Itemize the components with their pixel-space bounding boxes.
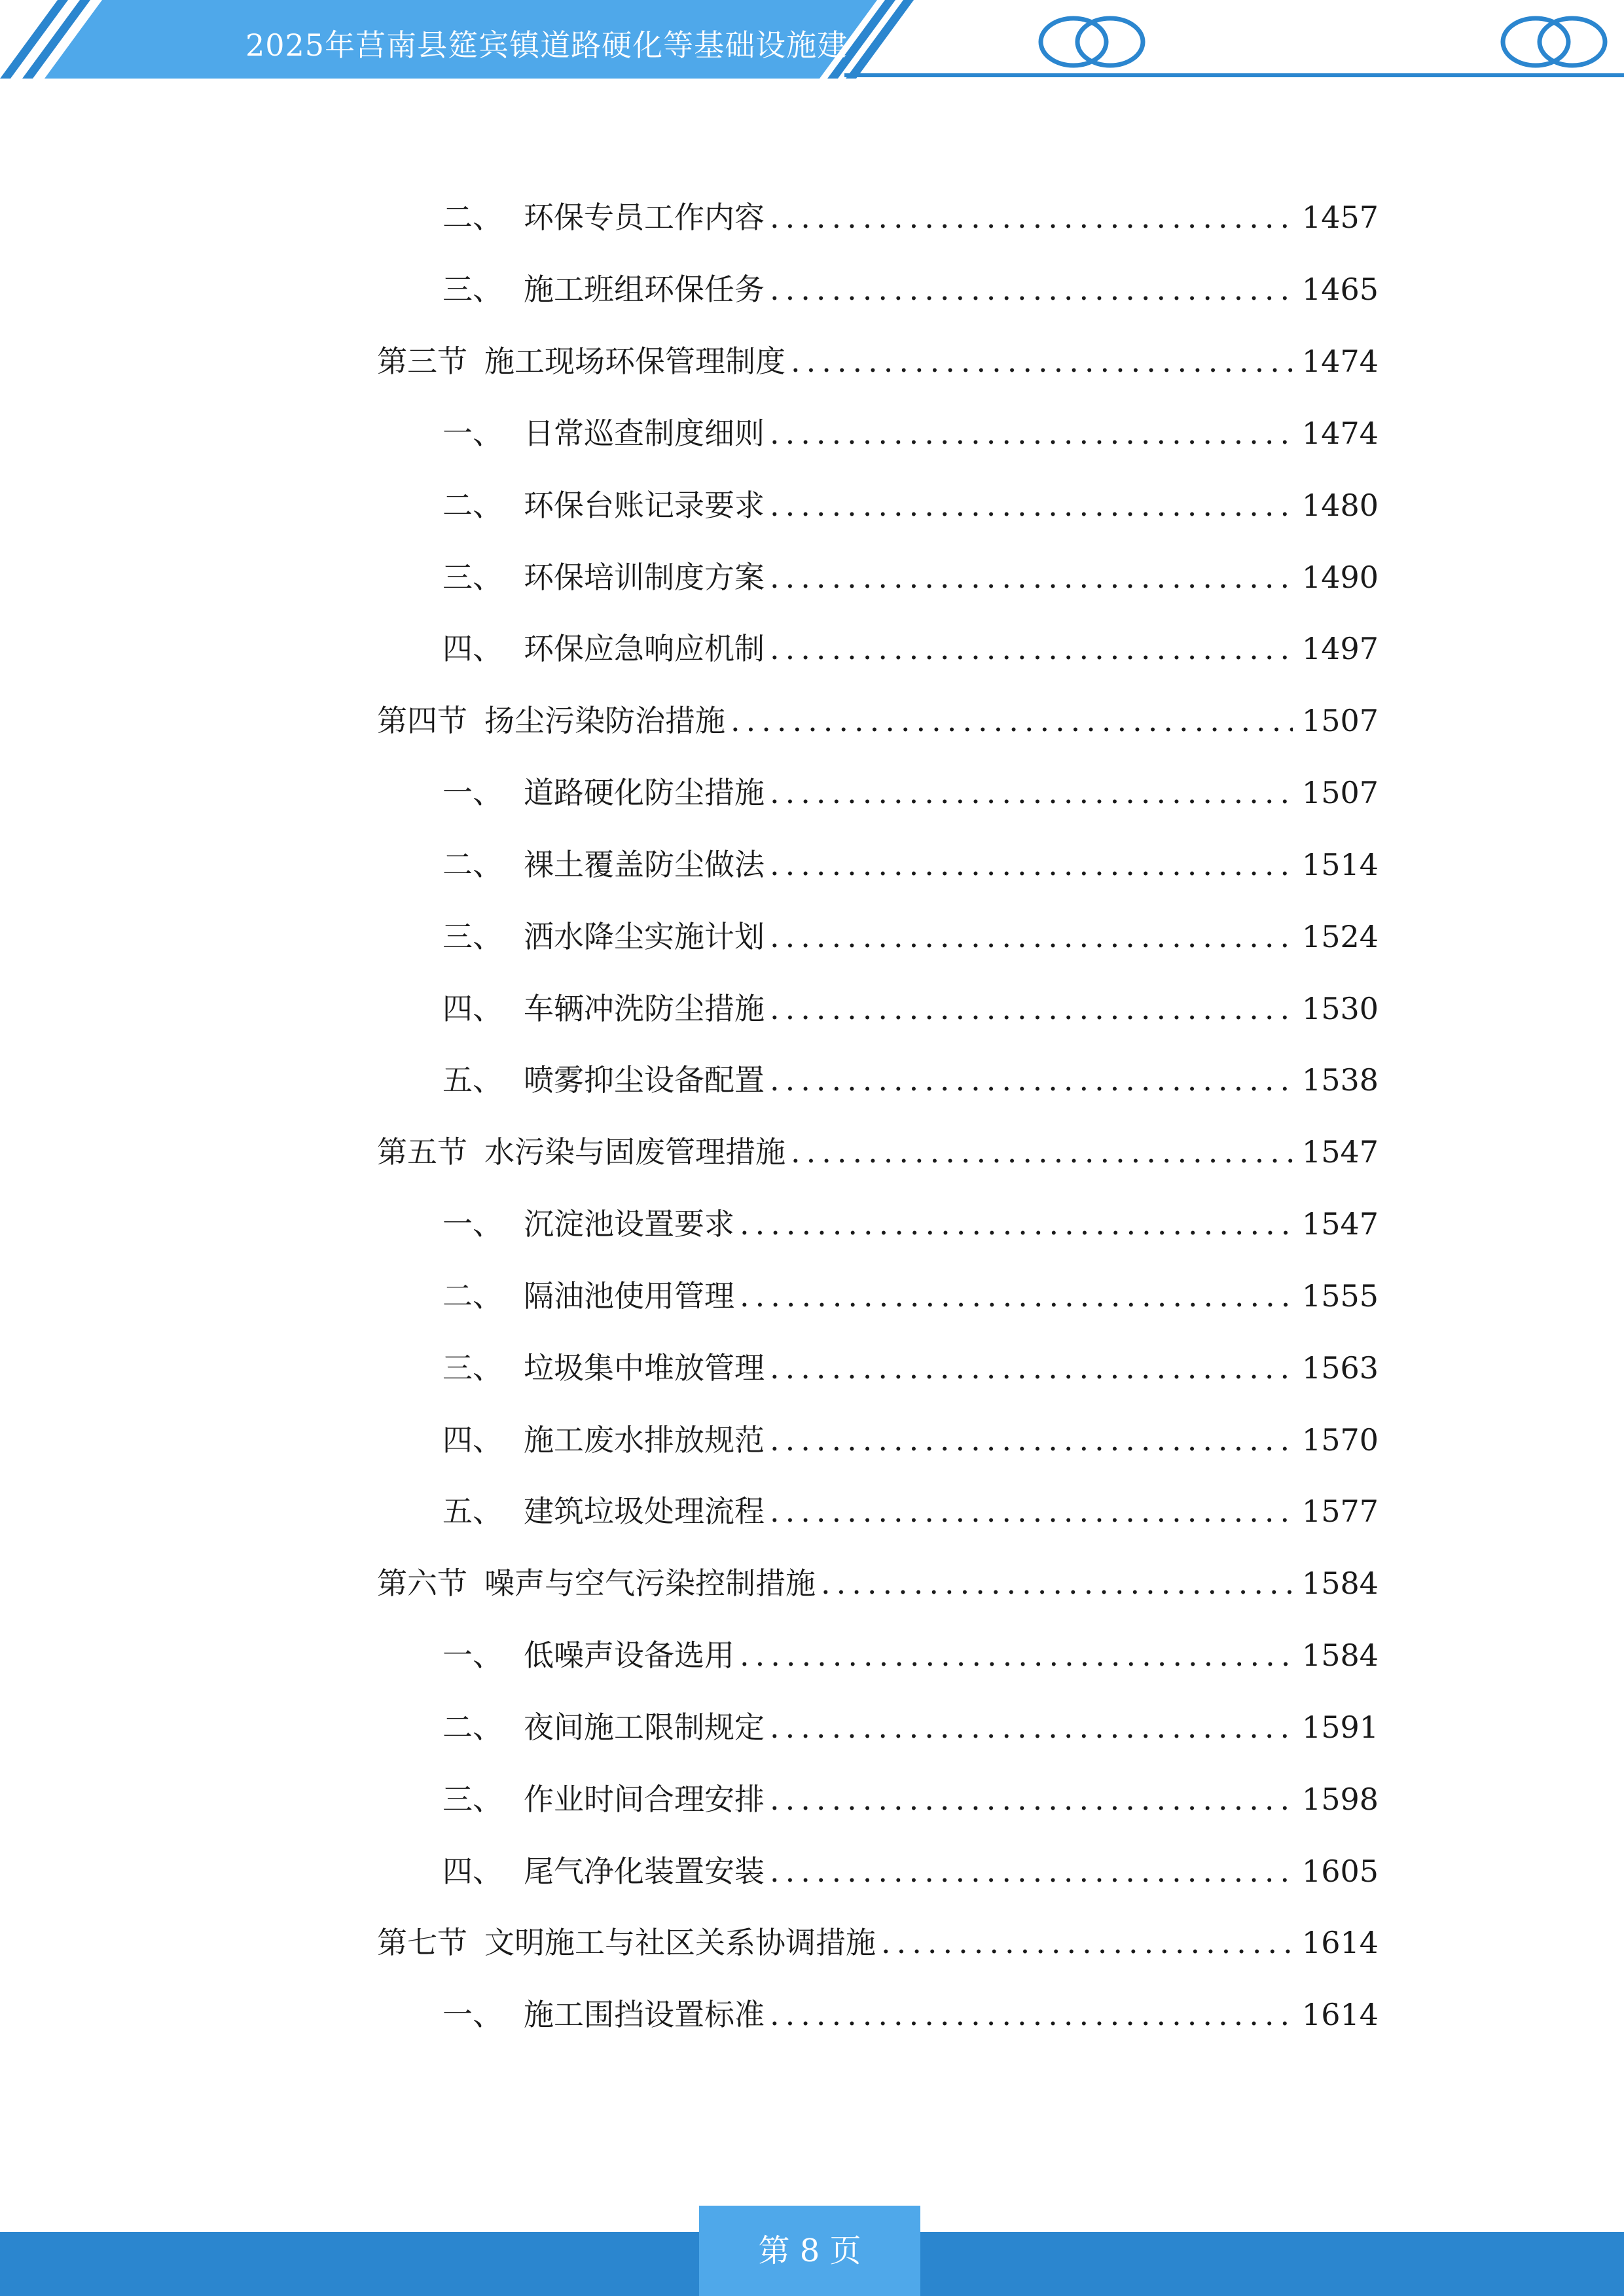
- toc-entry[interactable]: [442, 1706, 1379, 1748]
- toc-dot-leader: [770, 1419, 1293, 1461]
- toc-section-title: 水污染与固废管理措施: [484, 1134, 785, 1170]
- toc-entry-title: 施工围挡设置标准: [524, 1997, 765, 2032]
- toc-section-entry[interactable]: [377, 340, 1379, 382]
- toc-entry-number: 四、: [442, 991, 503, 1026]
- toc-section-title: 扬尘污染防治措施: [484, 703, 725, 738]
- toc-entry[interactable]: [442, 628, 1379, 670]
- toc-entry[interactable]: [442, 772, 1379, 814]
- toc-entry-number: 一、: [442, 416, 503, 451]
- toc-entry-number: 三、: [442, 272, 503, 307]
- toc-dot-leader: [770, 988, 1293, 1030]
- toc-entry-page: 1570: [1301, 1422, 1379, 1458]
- toc-entry-number: 二、: [442, 847, 503, 882]
- toc-entry[interactable]: [442, 268, 1379, 310]
- toc-entry-number: 五、: [442, 1494, 503, 1529]
- toc-entry-title: 夜间施工限制规定: [524, 1710, 765, 1745]
- toc-section-number: 第三节: [377, 344, 467, 379]
- toc-entry-number: 二、: [442, 200, 503, 235]
- toc-entry-page: 1584: [1301, 1638, 1379, 1673]
- header-title: 2025年莒南县筵宾镇道路硬化等基础设施建: [245, 27, 848, 63]
- toc-entry-page: 1538: [1301, 1062, 1379, 1098]
- toc-entry-page: 1547: [1301, 1134, 1379, 1170]
- toc-dot-leader: [770, 1347, 1293, 1389]
- toc-entry-page: 1605: [1301, 1854, 1379, 1889]
- toc-entry-title: 建筑垃圾处理流程: [524, 1494, 765, 1529]
- toc-dot-leader: [770, 1994, 1293, 2036]
- toc-dot-leader: [770, 628, 1293, 670]
- toc-dot-leader: [770, 484, 1293, 526]
- toc-entry-number: 五、: [442, 1062, 503, 1098]
- toc-section-number: 第六节: [377, 1566, 467, 1601]
- toc-entry-number: 一、: [442, 1206, 503, 1242]
- toc-dot-leader: [731, 700, 1293, 742]
- toc-entry-title: 施工废水排放规范: [524, 1422, 765, 1458]
- toc-section-number: 第七节: [377, 1925, 467, 1960]
- toc-dot-leader: [770, 196, 1293, 238]
- toc-entry-title: 垃圾集中堆放管理: [524, 1350, 765, 1386]
- toc-section-number: 第五节: [377, 1134, 467, 1170]
- toc-entry-page: 1555: [1301, 1278, 1379, 1314]
- toc-entry-number: 四、: [442, 1854, 503, 1889]
- toc-entry-page: 1480: [1301, 488, 1379, 523]
- toc-entry[interactable]: [442, 556, 1379, 598]
- toc-entry-title: 洒水降尘实施计划: [524, 919, 765, 954]
- toc-dot-leader: [770, 268, 1293, 310]
- toc-entry-page: 1465: [1301, 272, 1379, 307]
- toc-entry-page: 1507: [1301, 703, 1379, 738]
- toc-entry-title: 喷雾抑尘设备配置: [524, 1062, 765, 1098]
- toc-entry-page: 1457: [1301, 200, 1379, 235]
- toc-dot-leader: [770, 412, 1293, 454]
- toc-dot-leader: [770, 1778, 1293, 1820]
- toc-dot-leader: [770, 556, 1293, 598]
- toc-entry-title: 沉淀池设置要求: [524, 1206, 734, 1242]
- page-number: 第 8 页: [699, 2206, 920, 2296]
- toc-dot-leader: [791, 340, 1293, 382]
- toc-entry-page: 1563: [1301, 1350, 1379, 1386]
- toc-entry-number: 三、: [442, 560, 503, 595]
- toc-entry-title: 车辆冲洗防尘措施: [524, 991, 765, 1026]
- toc-entry-page: 1547: [1301, 1206, 1379, 1242]
- toc-entry-page: 1584: [1301, 1566, 1379, 1601]
- toc-entry-title: 隔油池使用管理: [524, 1278, 734, 1314]
- toc-entry-number: 四、: [442, 631, 503, 666]
- toc-dot-leader: [740, 1203, 1293, 1245]
- toc-entry[interactable]: [442, 1778, 1379, 1820]
- toc-entry-title: 低噪声设备选用: [524, 1638, 734, 1673]
- toc-entry-title: 作业时间合理安排: [524, 1782, 765, 1817]
- toc-entry[interactable]: [442, 916, 1379, 958]
- toc-entry[interactable]: [442, 1059, 1379, 1101]
- toc-entry-title: 环保应急响应机制: [524, 631, 765, 666]
- toc-entry-page: 1490: [1301, 560, 1379, 595]
- toc-entry-number: 二、: [442, 488, 503, 523]
- toc-section-title: 噪声与空气污染控制措施: [484, 1566, 816, 1601]
- toc-entry-number: 一、: [442, 1638, 503, 1673]
- toc-entry-number: 四、: [442, 1422, 503, 1458]
- toc-entry-page: 1591: [1301, 1710, 1379, 1745]
- toc-dot-leader: [740, 1634, 1293, 1676]
- toc-entry[interactable]: [442, 1994, 1379, 2036]
- toc-dot-leader: [770, 1850, 1293, 1892]
- toc-entry-number: 一、: [442, 775, 503, 810]
- toc-dot-leader: [770, 1706, 1293, 1748]
- toc-entry-title: 道路硬化防尘措施: [524, 775, 765, 810]
- toc-entry-title: 日常巡查制度细则: [524, 416, 765, 451]
- toc-entry[interactable]: [442, 1275, 1379, 1317]
- toc-entry[interactable]: [442, 1634, 1379, 1676]
- toc-section-entry[interactable]: [377, 1922, 1379, 1964]
- toc-entry[interactable]: [442, 844, 1379, 886]
- toc-dot-leader: [881, 1922, 1293, 1964]
- toc-entry-page: 1514: [1301, 847, 1379, 882]
- toc-dot-leader: [770, 1490, 1293, 1532]
- toc-dot-leader: [770, 844, 1293, 886]
- toc-entry-page: 1614: [1301, 1925, 1379, 1960]
- toc-section-title: 施工现场环保管理制度: [484, 344, 785, 379]
- toc-entry-title: 尾气净化装置安装: [524, 1854, 765, 1889]
- toc-entry[interactable]: [442, 1490, 1379, 1532]
- toc-entry[interactable]: [442, 988, 1379, 1030]
- toc-entry[interactable]: [442, 1419, 1379, 1461]
- toc-entry-number: 二、: [442, 1278, 503, 1314]
- toc-entry-title: 环保专员工作内容: [524, 200, 765, 235]
- toc-entry-number: 三、: [442, 919, 503, 954]
- toc-dot-leader: [740, 1275, 1293, 1317]
- toc-section-entry[interactable]: [377, 700, 1379, 742]
- toc-entry[interactable]: [442, 1203, 1379, 1245]
- toc-entry-number: 一、: [442, 1997, 503, 2032]
- toc-entry-page: 1497: [1301, 631, 1379, 666]
- toc-entry-page: 1598: [1301, 1782, 1379, 1817]
- toc-entry-number: 三、: [442, 1350, 503, 1386]
- toc-entry-page: 1474: [1301, 416, 1379, 451]
- toc-entry[interactable]: [442, 484, 1379, 526]
- toc-dot-leader: [791, 1131, 1293, 1173]
- toc-entry[interactable]: [442, 412, 1379, 454]
- toc-entry-number: 二、: [442, 1710, 503, 1745]
- toc-section-title: 文明施工与社区关系协调措施: [484, 1925, 876, 1960]
- toc-dot-leader: [821, 1562, 1293, 1604]
- toc-section-entry[interactable]: [377, 1562, 1379, 1604]
- toc-section-number: 第四节: [377, 703, 467, 738]
- toc-entry-page: 1524: [1301, 919, 1379, 954]
- toc-entry-page: 1474: [1301, 344, 1379, 379]
- toc-dot-leader: [770, 772, 1293, 814]
- toc-entry-title: 裸土覆盖防尘做法: [524, 847, 765, 882]
- toc-entry-title: 环保台账记录要求: [524, 488, 765, 523]
- toc-entry-page: 1507: [1301, 775, 1379, 810]
- toc-section-entry[interactable]: [377, 1131, 1379, 1173]
- toc-entry-page: 1614: [1301, 1997, 1379, 2032]
- toc-entry[interactable]: [442, 196, 1379, 238]
- toc-entry-title: 施工班组环保任务: [524, 272, 765, 307]
- toc-entry-number: 三、: [442, 1782, 503, 1817]
- toc-dot-leader: [770, 916, 1293, 958]
- toc-dot-leader: [770, 1059, 1293, 1101]
- toc-entry-page: 1577: [1301, 1494, 1379, 1529]
- toc-entry[interactable]: [442, 1850, 1379, 1892]
- toc-entry[interactable]: [442, 1347, 1379, 1389]
- toc-entry-page: 1530: [1301, 991, 1379, 1026]
- toc-entry-title: 环保培训制度方案: [524, 560, 765, 595]
